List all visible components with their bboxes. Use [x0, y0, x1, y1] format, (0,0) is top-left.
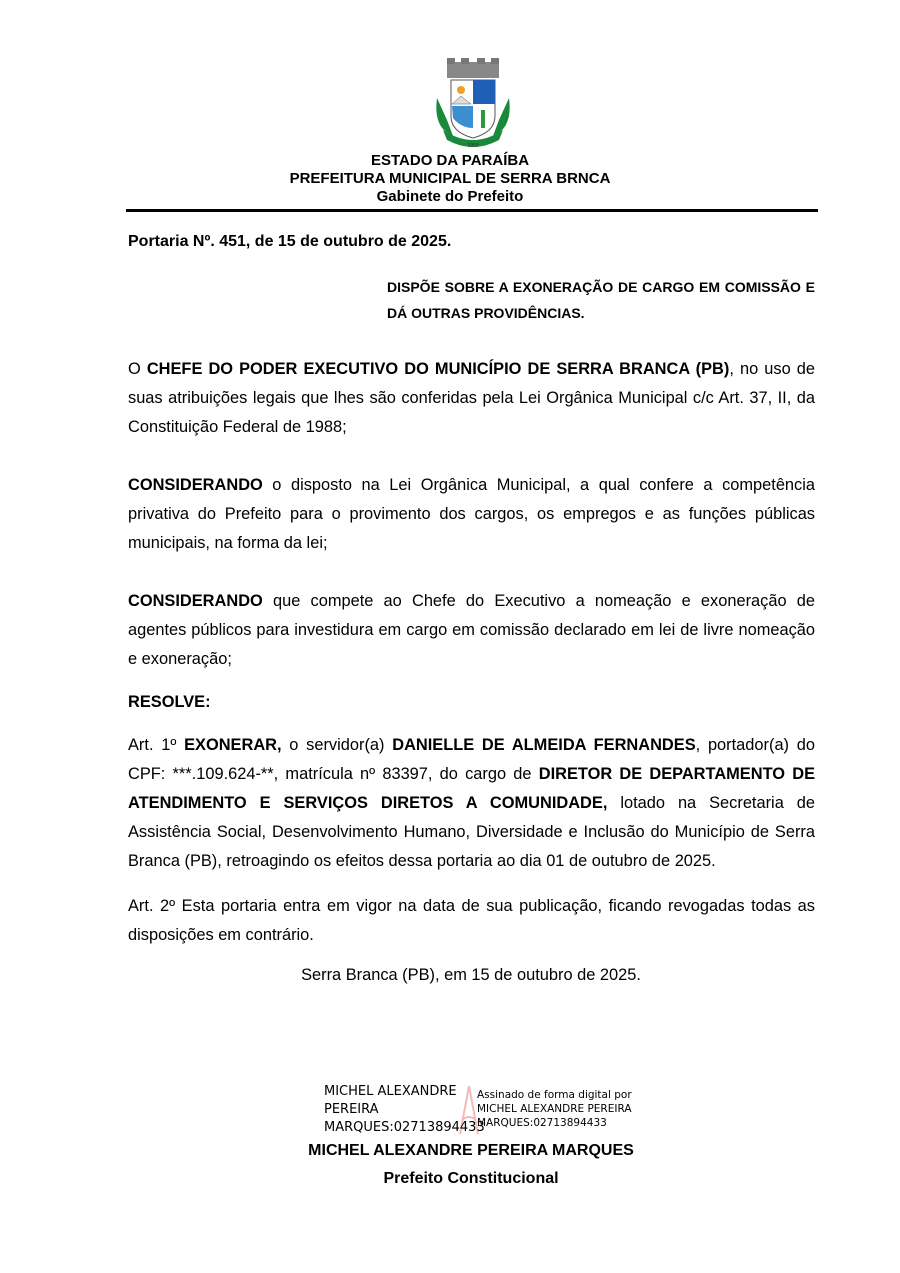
intro-authority: CHEFE DO PODER EXECUTIVO DO MUNICÍPIO DE SERRA BRANCA (PB): [146, 360, 730, 378]
considerando-label: CONSIDERANDO: [128, 476, 263, 494]
header-divider: [126, 209, 818, 212]
considerando-paragraph-1: [128, 471, 815, 558]
considerando-paragraph-2: [128, 587, 815, 674]
considerando-text: o disposto na Lei Orgânica Municipal, a qual confere a competência privativa do Prefeito para o provimento dos cargos, os empregos e as funções públicas municipais, na forma da lei;: [128, 476, 815, 552]
signature-digital-note: [477, 1088, 632, 1130]
article-1: [128, 731, 815, 876]
signer-role: Prefeito Constitucional: [383, 1170, 559, 1187]
intro-text: O: [128, 360, 147, 378]
digital-note-line: Assinado de forma digital por: [477, 1089, 632, 1101]
header-office: Gabinete do Prefeito: [376, 188, 524, 205]
art1-position: DIRETOR DE DEPARTAMENTO DE ATENDIMENTO E SERVIÇOS DIRETOS A COMUNIDADE,: [128, 765, 816, 812]
art1-text: lotado na Secretaria de Assistência Social, Desenvolvimento Humano, Diversidade e Inclusão do Município de Serra Branca (PB), retroagindo os efeitos dessa portaria ao dia 01 de outubro de 2025.: [128, 794, 815, 870]
considerando-text: que compete ao Chefe do Executivo a nomeação e exoneração de agentes públicos para investidura em cargo em comissão declarado em lei de livre nomeação e exoneração;: [128, 592, 815, 668]
ementa: DISPÕE SOBRE A EXONERAÇÃO DE CARGO EM COMISSÃO E DÁ OUTRAS PROVIDÊNCIAS.: [387, 279, 815, 321]
header-prefecture: PREFEITURA MUNICIPAL DE SERRA BRNCA: [289, 170, 611, 187]
signature-signer-block: [324, 1083, 485, 1137]
art1-text: o servidor(a): [281, 736, 393, 754]
digital-note-line: MARQUES:02713894433: [477, 1117, 607, 1129]
art1-number: Art. 1º: [128, 736, 185, 754]
municipal-coat-of-arms-logo: [433, 58, 513, 148]
signer-line: PEREIRA: [324, 1102, 379, 1117]
intro-text-rest: , no uso de suas atribuições legais que lhes são conferidas pela Lei Orgânica Municipal c/c Art. 37, II, da Constituição Federal de 1988;: [128, 360, 815, 436]
considerando-label: CONSIDERANDO: [128, 592, 263, 610]
portaria-title: Portaria Nº. 451, de 15 de outubro de 2025.: [128, 233, 452, 250]
art1-text: , portador(a) do CPF: ***.109.624-**, matrícula nº 83397, do cargo de: [128, 736, 815, 783]
signer-line: MARQUES:02713894433: [324, 1120, 485, 1135]
intro-paragraph: [128, 355, 815, 442]
article-2: Art. 2º Esta portaria entra em vigor na data de sua publicação, ficando revogadas todas as disposições em contrário.: [128, 897, 815, 944]
svg-text:1959: 1959: [467, 143, 479, 148]
place-date: Serra Branca (PB), em 15 de outubro de 2025.: [301, 966, 641, 984]
digital-note-line: MICHEL ALEXANDRE PEREIRA: [477, 1103, 632, 1115]
art1-servant-name: DANIELLE DE ALMEIDA FERNANDES: [392, 736, 696, 754]
signer-name: MICHEL ALEXANDRE PEREIRA MARQUES: [308, 1142, 634, 1159]
art1-action: EXONERAR,: [184, 736, 282, 754]
header-state: ESTADO DA PARAÍBA: [370, 152, 530, 169]
resolve-heading: RESOLVE:: [128, 693, 211, 711]
signer-line: MICHEL ALEXANDRE: [324, 1084, 457, 1099]
